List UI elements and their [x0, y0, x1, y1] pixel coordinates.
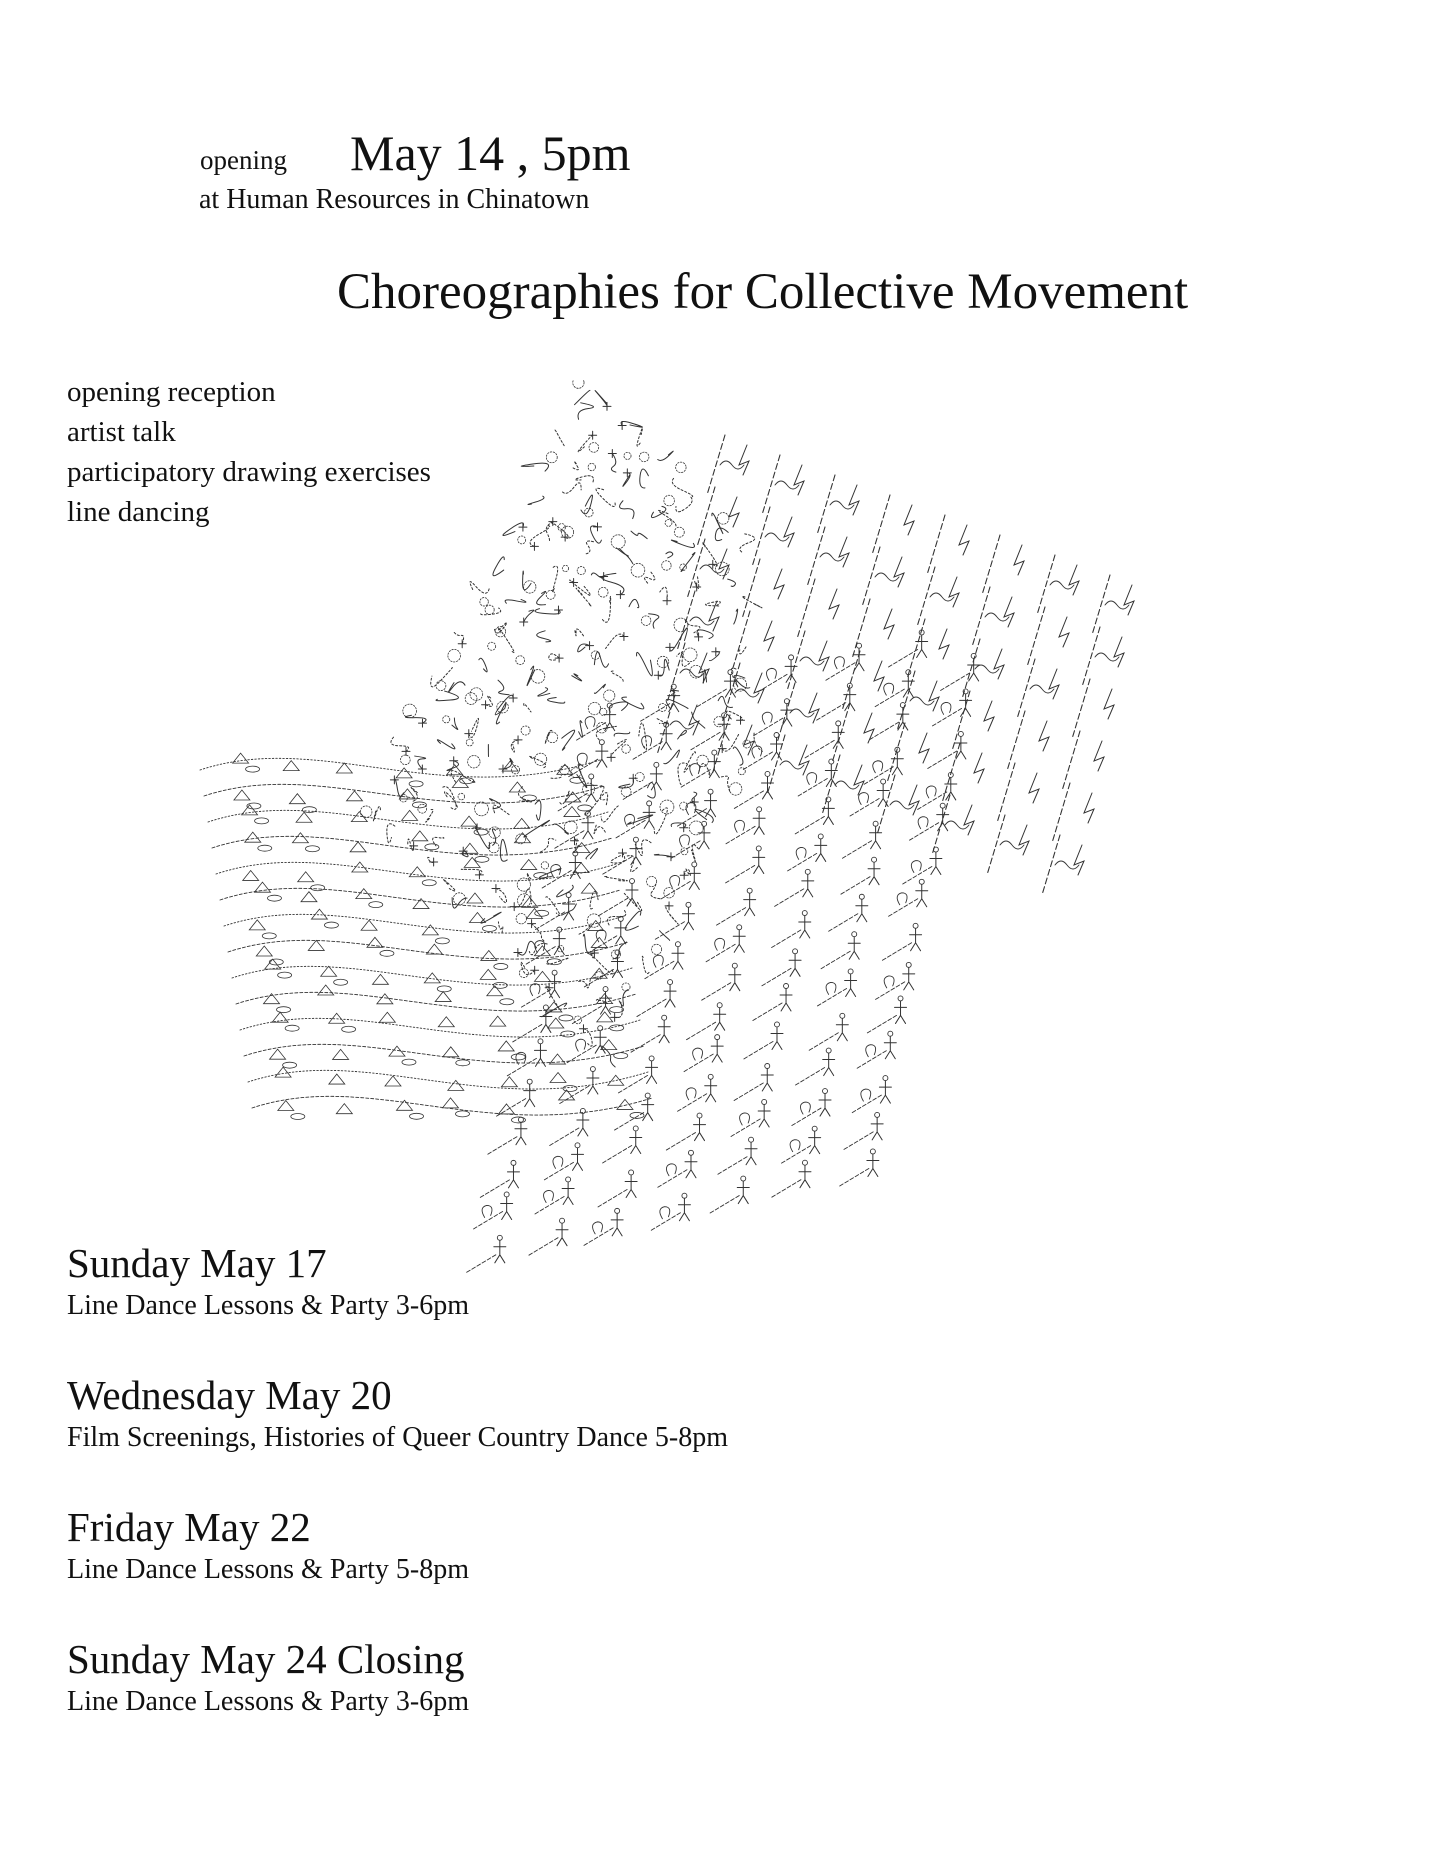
- opening-date: May 14 , 5pm: [350, 125, 631, 181]
- venue-text: at Human Resources in Chinatown: [199, 184, 590, 215]
- activity-item: artist talk: [67, 416, 176, 448]
- event-item: [67, 1238, 728, 1370]
- activity-item: opening reception: [67, 376, 276, 408]
- event-day: Wednesday May 20: [67, 1372, 392, 1418]
- event-day: Friday May 22: [67, 1504, 311, 1550]
- page-title: Choreographies for Collective Movement: [337, 264, 1189, 320]
- opening-label: opening: [200, 145, 287, 175]
- event-description: Line Dance Lessons & Party 3-6pm: [67, 1686, 470, 1717]
- event-description: Film Screenings, Histories of Queer Country Dance 5-8pm: [67, 1422, 728, 1453]
- event-description: Line Dance Lessons & Party 5-8pm: [67, 1554, 470, 1585]
- event-day: Sunday May 17: [67, 1240, 327, 1286]
- event-schedule: [67, 1238, 728, 1766]
- event-item: [67, 1634, 728, 1766]
- event-description: Line Dance Lessons & Party 3-6pm: [67, 1290, 470, 1321]
- activity-item: participatory drawing exercises: [67, 456, 431, 488]
- event-item: [67, 1502, 728, 1634]
- event-item: [67, 1370, 728, 1502]
- event-day: Sunday May 24 Closing: [67, 1636, 465, 1682]
- activity-item: line dancing: [67, 496, 210, 528]
